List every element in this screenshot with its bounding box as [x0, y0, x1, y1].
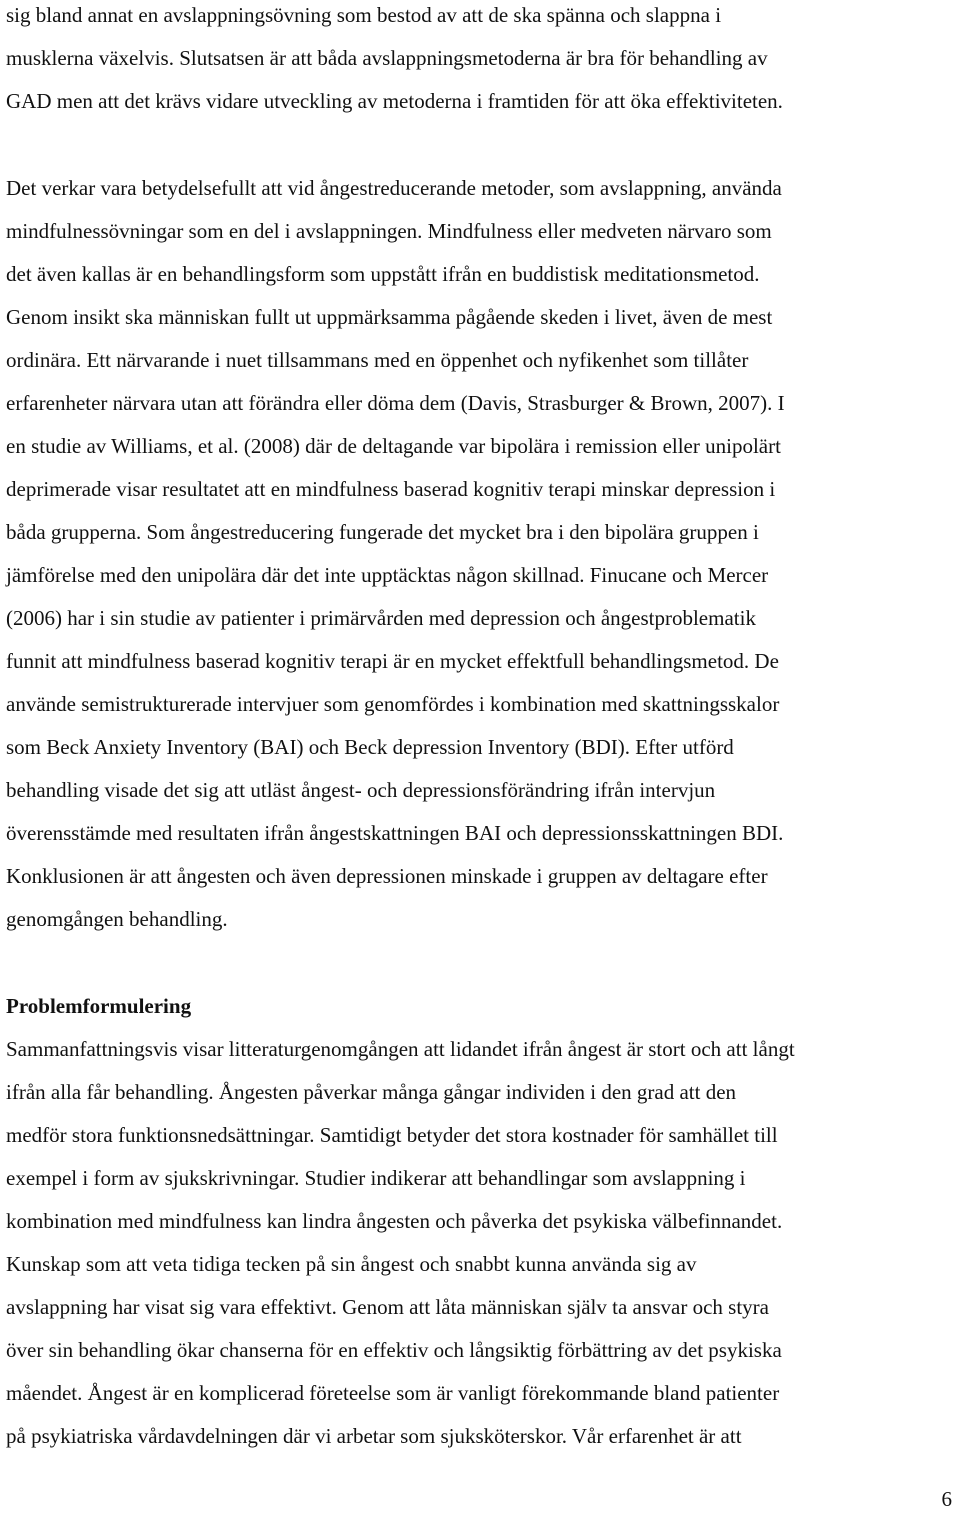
text-line: som Beck Anxiety Inventory (BAI) och Beck depression Inventory (BDI). Efter utförd [6, 735, 734, 759]
text-line: över sin behandling ökar chanserna för en effektiv och långsiktig förbättring av det psykiska [6, 1338, 782, 1362]
text-line: behandling visade det sig att utläst ångest- och depressionsförändring ifrån intervjun [6, 778, 716, 802]
text-line: funnit att mindfulness baserad kognitiv terapi är en mycket effektfull behandlingsmetod. De [6, 649, 779, 673]
text-line: Genom insikt ska människan fullt ut uppmärksamma pågående skeden i livet, även de mest [6, 305, 773, 329]
text-line: jämförelse med den unipolära där det inte upptäcktas någon skillnad. Finucane och Mercer [6, 563, 769, 587]
text-line: erfarenheter närvara utan att förändra eller döma dem (Davis, Strasburger & Brown, 2007). I [6, 391, 785, 415]
text-line: Konklusionen är att ångesten och även depressionen minskade i gruppen av deltagare efter [6, 864, 768, 888]
page-number: 6 [941, 1487, 952, 1511]
text-line: använde semistrukturerade intervjuer som genomfördes i kombination med skattningsskalor [6, 692, 780, 716]
text-line: båda grupperna. Som ångestreducering fungerade det mycket bra i den bipolära gruppen i [6, 520, 759, 544]
text-line: sig bland annat en avslappningsövning som bestod av att de ska spänna och slappna i [6, 3, 722, 27]
text-line: en studie av Williams, et al. (2008) där de deltagande var bipolära i remission eller unipolärt [6, 434, 781, 458]
text-line: måendet. Ångest är en komplicerad företeelse som är vanligt förekommande bland patienter [6, 1381, 780, 1405]
section-heading: Problemformulering [6, 994, 192, 1018]
text-line: exempel i form av sjukskrivningar. Studier indikerar att behandlingar som avslappning i [6, 1166, 746, 1190]
text-line: överensstämde med resultaten ifrån ångestskattningen BAI och depressionsskattningen BDI. [6, 821, 784, 845]
text-line: genomgången behandling. [6, 907, 228, 931]
text-line: mindfulnessövningar som en del i avslappningen. Mindfulness eller medveten närvaro som [6, 219, 772, 243]
text-line: medför stora funktionsnedsättningar. Samtidigt betyder det stora kostnader för samhället till [6, 1123, 778, 1147]
text-line: avslappning har visat sig vara effektivt. Genom att låta människan själv ta ansvar och styra [6, 1295, 769, 1319]
text-line: ordinära. Ett närvarande i nuet tillsammans med en öppenhet och nyfikenhet som tillåter [6, 348, 749, 372]
text-line: Det verkar vara betydelsefullt att vid ångestreducerande metoder, som avslappning, använda [6, 176, 782, 200]
text-line: musklerna växelvis. Slutsatsen är att båda avslappningsmetoderna är bra för behandling av [6, 46, 768, 70]
text-line: Sammanfattningsvis visar litteraturgenomgången att lidandet ifrån ångest är stort och att långt [6, 1037, 795, 1061]
text-line: ifrån alla får behandling. Ångesten påverkar många gångar individen i den grad att den [6, 1080, 737, 1104]
text-line: Kunskap som att veta tidiga tecken på sin ångest och snabbt kunna använda sig av [6, 1252, 697, 1276]
text-line: det även kallas är en behandlingsform som uppstått ifrån en buddistisk meditationsmetod. [6, 262, 760, 286]
text-line: (2006) har i sin studie av patienter i primärvården med depression och ångestproblematik [6, 606, 756, 630]
text-line: deprimerade visar resultatet att en mindfulness baserad kognitiv terapi minskar depression i [6, 477, 776, 501]
text-line: GAD men att det krävs vidare utveckling av metoderna i framtiden för att öka effektiviteten. [6, 89, 783, 113]
text-line: kombination med mindfulness kan lindra ångesten och påverka det psykiska välbefinnandet. [6, 1209, 783, 1233]
text-line: på psykiatriska vårdavdelningen där vi arbetar som sjuksköterskor. Vår erfarenhet är att [6, 1424, 742, 1448]
